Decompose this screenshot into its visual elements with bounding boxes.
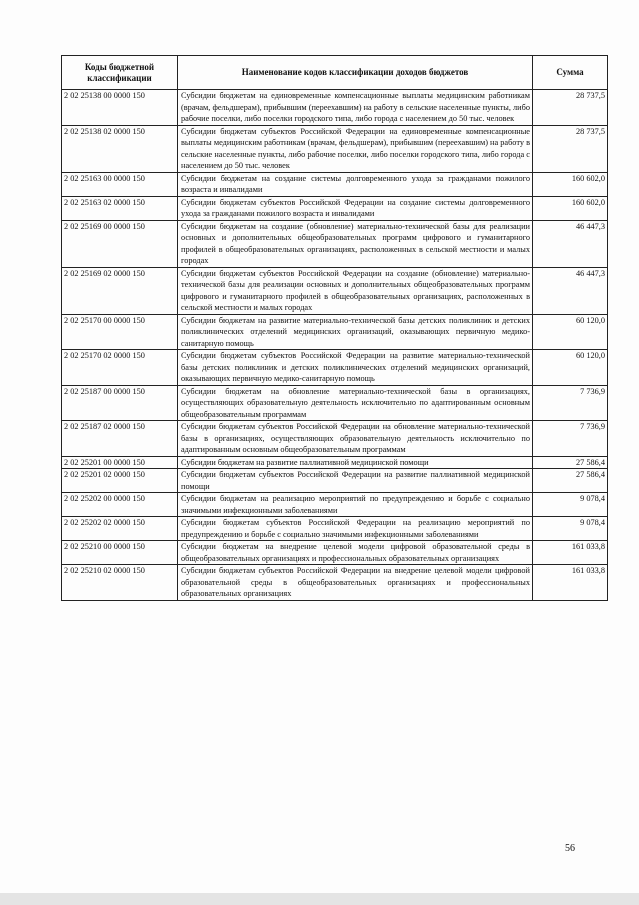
row-name: Субсидии бюджетам на развитие паллиативной медицинской помощи bbox=[178, 456, 533, 469]
row-amount: 27 586,4 bbox=[533, 456, 608, 469]
row-code: 2 02 25202 00 0000 150 bbox=[62, 493, 178, 517]
row-amount: 46 447,3 bbox=[533, 267, 608, 314]
row-name: Субсидии бюджетам на внедрение целевой модели цифровой образовательной среды в общеобразовательных организациях и профессиональных образовательных организациях bbox=[178, 541, 533, 565]
table-header-row bbox=[62, 56, 608, 90]
row-name: Субсидии бюджетам субъектов Российской Федерации на единовременные компенсационные выплаты медицинским работникам (врачам, фельдшерам), прибывшим (переехавшим) на работу в сельские населенные пункты, либо рабочие поселки, либо поселки городского типа, либо города с населением до 50 тыс. человек bbox=[178, 125, 533, 172]
row-code: 2 02 25163 00 0000 150 bbox=[62, 172, 178, 196]
row-code: 2 02 25187 02 0000 150 bbox=[62, 421, 178, 457]
row-code: 2 02 25210 00 0000 150 bbox=[62, 541, 178, 565]
row-amount: 160 602,0 bbox=[533, 196, 608, 220]
header-amount: Сумма bbox=[533, 56, 608, 90]
row-code: 2 02 25202 02 0000 150 bbox=[62, 517, 178, 541]
table-row bbox=[62, 196, 608, 220]
table-row bbox=[62, 172, 608, 196]
table-row bbox=[62, 90, 608, 126]
row-name: Субсидии бюджетам на обновление материально-технической базы в организациях, осуществляющих образовательную деятельность исключительно по адаптированным основным общеобразовательным программам bbox=[178, 385, 533, 421]
table-row bbox=[62, 267, 608, 314]
row-amount: 9 078,4 bbox=[533, 517, 608, 541]
table-row bbox=[62, 493, 608, 517]
row-code: 2 02 25170 02 0000 150 bbox=[62, 350, 178, 386]
row-name: Субсидии бюджетам субъектов Российской Федерации на обновление материально-технической базы в организациях, осуществляющих образовательную деятельность исключительно по адаптированным основным общеобразовательным программам bbox=[178, 421, 533, 457]
table-row bbox=[62, 220, 608, 267]
table-row bbox=[62, 421, 608, 457]
row-code: 2 02 25169 02 0000 150 bbox=[62, 267, 178, 314]
row-name: Субсидии бюджетам на развитие материально-технической базы детских поликлиник и детских поликлинических отделений медицинских организаций, оказывающих первичную медико-санитарную помощь bbox=[178, 314, 533, 350]
row-amount: 160 602,0 bbox=[533, 172, 608, 196]
table-row bbox=[62, 517, 608, 541]
row-amount: 60 120,0 bbox=[533, 350, 608, 386]
row-name: Субсидии бюджетам на единовременные компенсационные выплаты медицинским работникам (врачам, фельдшерам), прибывшим (переехавшим) на работу в сельские населенные пункты, либо рабочие поселки, либо поселки городского типа, либо города с населением до 50 тыс. человек bbox=[178, 90, 533, 126]
header-name: Наименование кодов классификации доходов бюджетов bbox=[178, 56, 533, 90]
row-code: 2 02 25201 02 0000 150 bbox=[62, 469, 178, 493]
table-row bbox=[62, 565, 608, 601]
table-row bbox=[62, 456, 608, 469]
row-amount: 9 078,4 bbox=[533, 493, 608, 517]
row-code: 2 02 25138 02 0000 150 bbox=[62, 125, 178, 172]
row-name: Субсидии бюджетам на реализацию мероприятий по предупреждению и борьбе с социально значимыми инфекционными заболеваниями bbox=[178, 493, 533, 517]
row-code: 2 02 25201 00 0000 150 bbox=[62, 456, 178, 469]
table-row bbox=[62, 314, 608, 350]
row-name: Субсидии бюджетам субъектов Российской Федерации на создание системы долговременного ухода за гражданами пожилого возраста и инвалидами bbox=[178, 196, 533, 220]
row-amount: 28 737,5 bbox=[533, 125, 608, 172]
budget-revenue-table bbox=[61, 55, 608, 601]
row-code: 2 02 25187 00 0000 150 bbox=[62, 385, 178, 421]
row-name: Субсидии бюджетам субъектов Российской Федерации на развитие паллиативной медицинской помощи bbox=[178, 469, 533, 493]
table-row bbox=[62, 469, 608, 493]
table-row bbox=[62, 385, 608, 421]
row-name: Субсидии бюджетам на создание (обновление) материально-технической базы для реализации основных и дополнительных общеобразовательных программ цифрового и гуманитарного профилей в общеобразовательных организациях, расположенных в сельской местности и малых городах bbox=[178, 220, 533, 267]
row-amount: 7 736,9 bbox=[533, 385, 608, 421]
table-body bbox=[62, 90, 608, 601]
table-row bbox=[62, 350, 608, 386]
row-amount: 60 120,0 bbox=[533, 314, 608, 350]
row-code: 2 02 25169 00 0000 150 bbox=[62, 220, 178, 267]
page-number: 56 bbox=[565, 843, 575, 854]
row-name: Субсидии бюджетам субъектов Российской Федерации на внедрение целевой модели цифровой образовательной среды в общеобразовательных организациях и профессиональных образовательных организациях bbox=[178, 565, 533, 601]
scan-bottom-edge bbox=[0, 893, 639, 905]
row-amount: 161 033,8 bbox=[533, 565, 608, 601]
row-amount: 161 033,8 bbox=[533, 541, 608, 565]
header-code: Коды бюджетной классификации bbox=[62, 56, 178, 90]
row-name: Субсидии бюджетам субъектов Российской Федерации на развитие материально-технической базы детских поликлиник и детских поликлинических отделений медицинских организаций, оказывающих первичную медико-санитарную помощь bbox=[178, 350, 533, 386]
row-name: Субсидии бюджетам на создание системы долговременного ухода за гражданами пожилого возраста и инвалидами bbox=[178, 172, 533, 196]
row-code: 2 02 25163 02 0000 150 bbox=[62, 196, 178, 220]
row-amount: 28 737,5 bbox=[533, 90, 608, 126]
row-code: 2 02 25138 00 0000 150 bbox=[62, 90, 178, 126]
table-row bbox=[62, 541, 608, 565]
row-code: 2 02 25170 00 0000 150 bbox=[62, 314, 178, 350]
row-code: 2 02 25210 02 0000 150 bbox=[62, 565, 178, 601]
row-amount: 27 586,4 bbox=[533, 469, 608, 493]
row-name: Субсидии бюджетам субъектов Российской Федерации на создание (обновление) материально-технической базы для реализации основных и дополнительных общеобразовательных программ цифрового и гуманитарного профилей в общеобразовательных организациях, расположенных в сельской местности и малых городах bbox=[178, 267, 533, 314]
table-row bbox=[62, 125, 608, 172]
row-amount: 46 447,3 bbox=[533, 220, 608, 267]
row-amount: 7 736,9 bbox=[533, 421, 608, 457]
row-name: Субсидии бюджетам субъектов Российской Федерации на реализацию мероприятий по предупреждению и борьбе с социально значимыми инфекционными заболеваниями bbox=[178, 517, 533, 541]
